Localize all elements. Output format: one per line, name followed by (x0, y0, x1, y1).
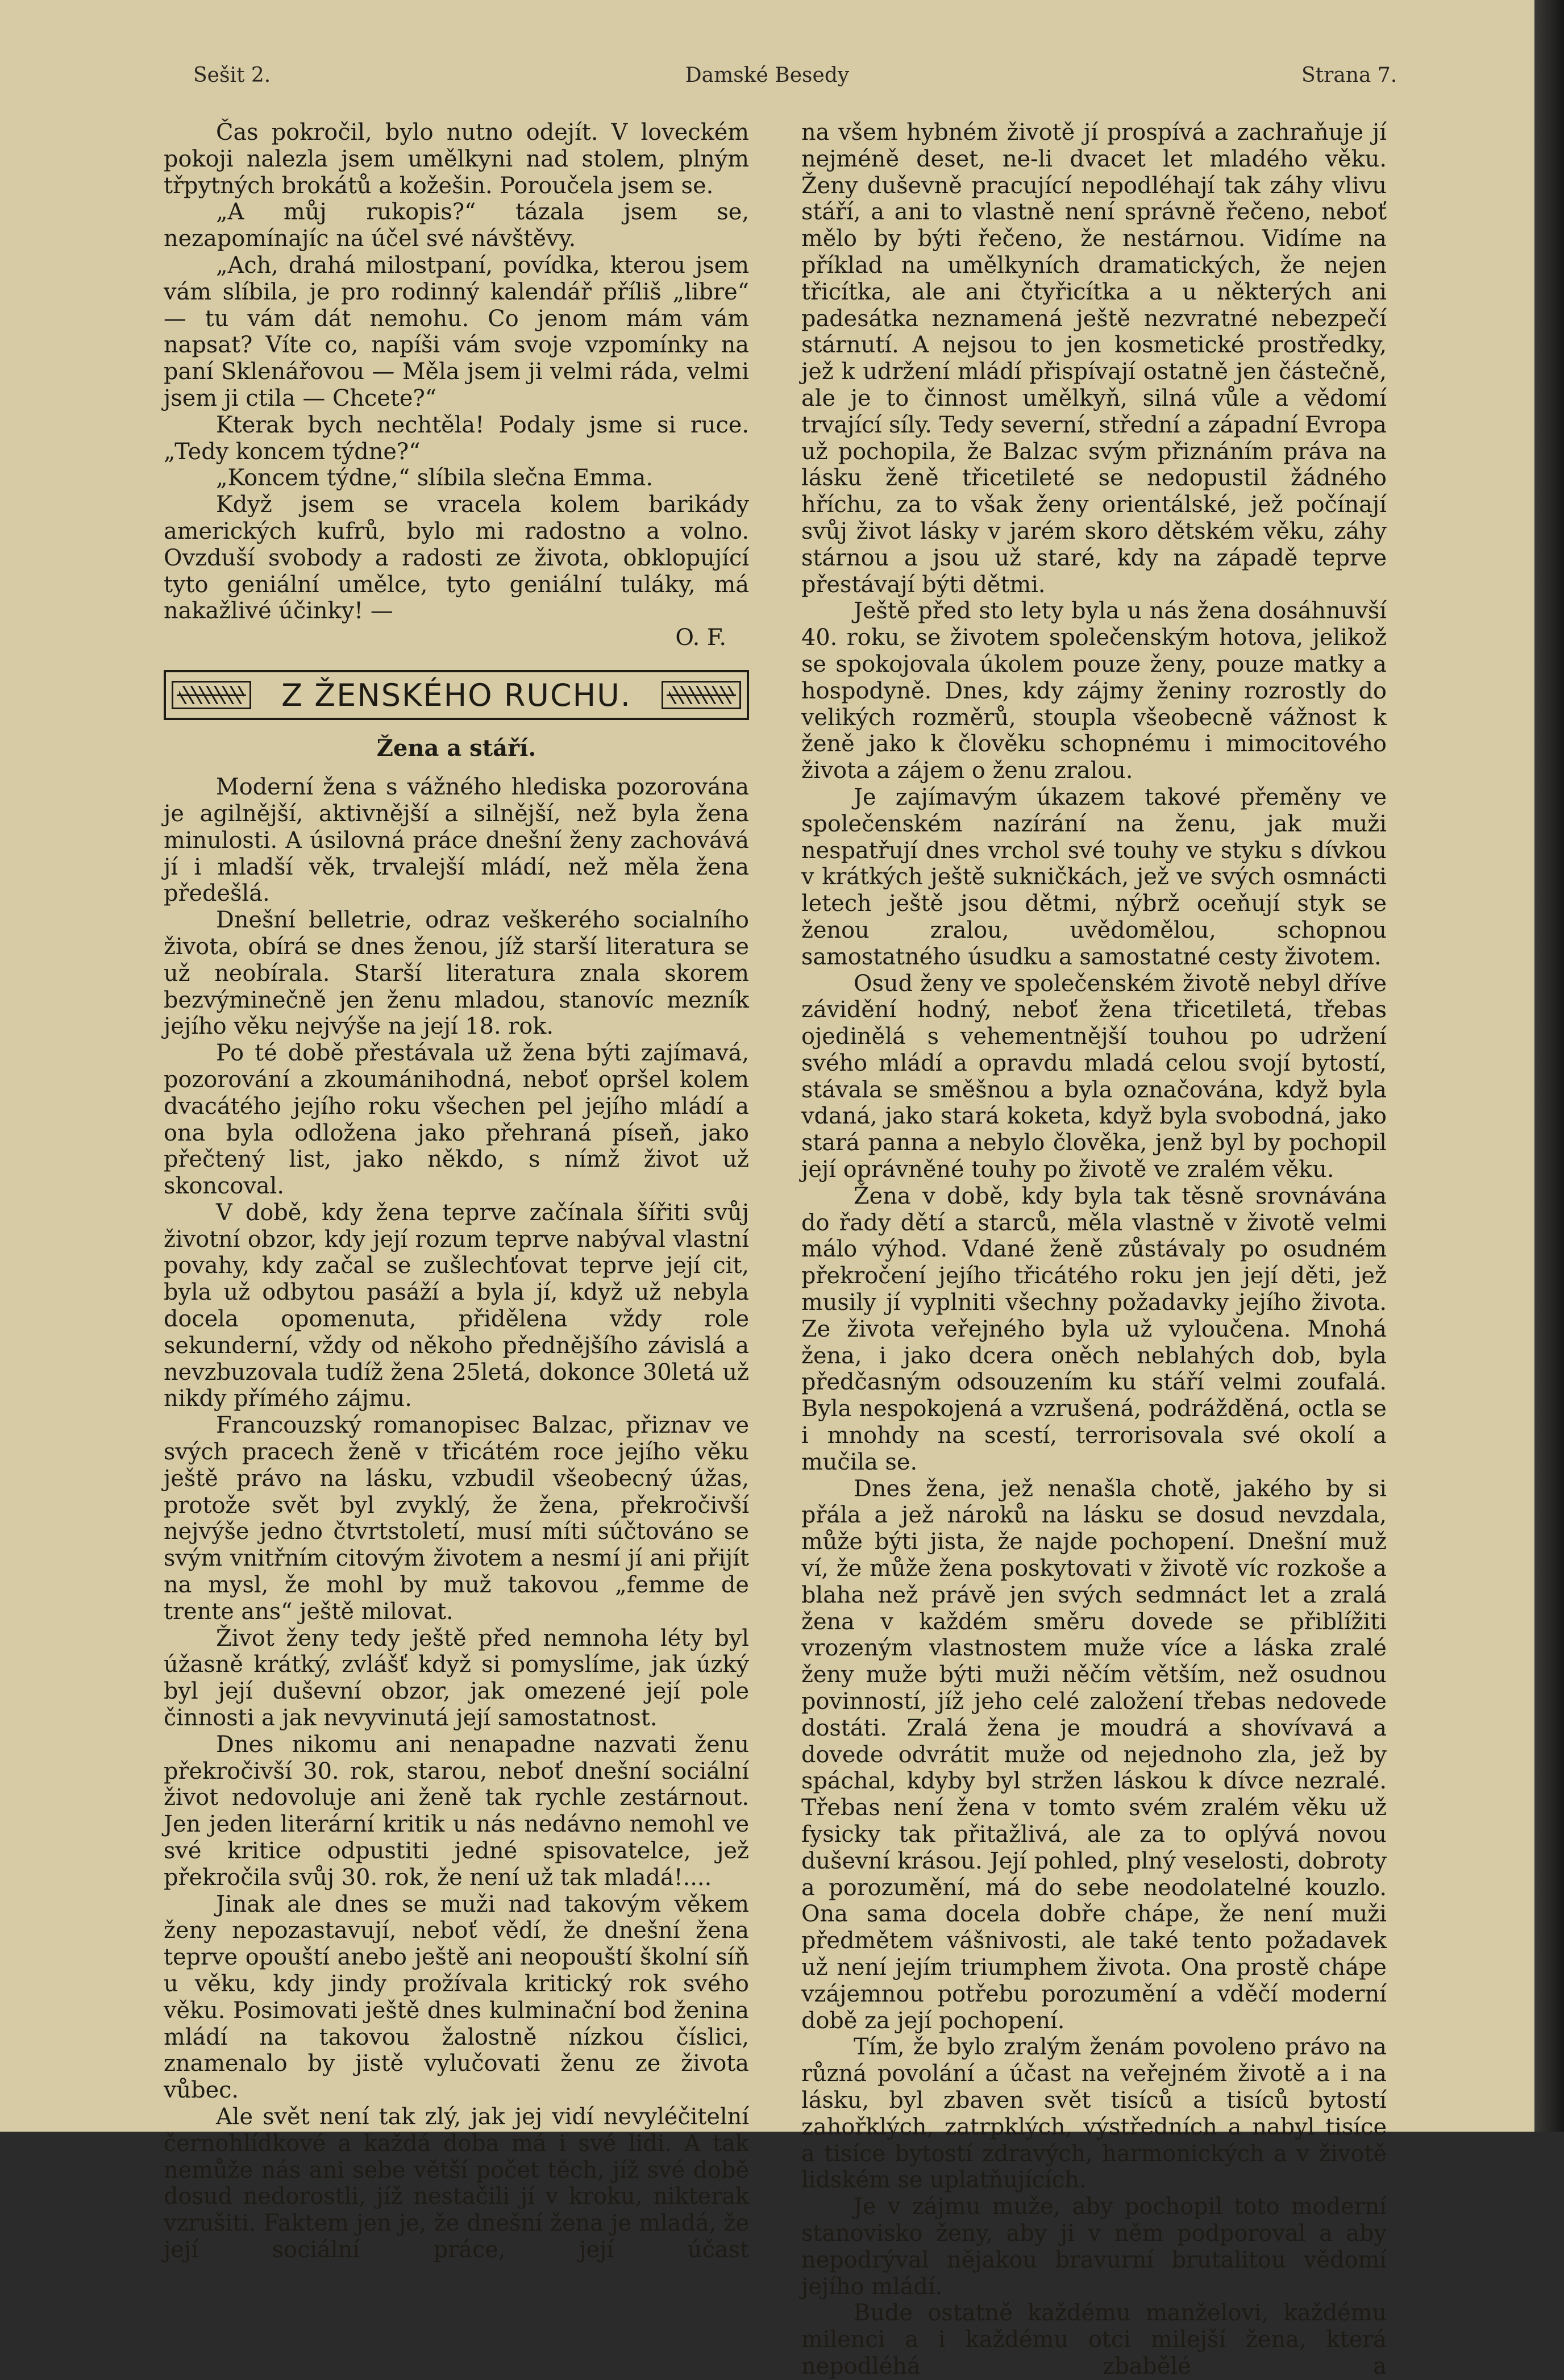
article-paragraph: Dnes žena, jež nenašla chotě, jakého by si přála a jež nároků na lásku se dosud nevzdala, může býti jista, že najde pochopení. Dnešní muž ví, že může žena poskytovati v životě víc rozkoše a blaha než právě jen svých sedmnáct let a zralá žena v každém směru dovede se přiblížiti vrozeným vlastnostem muže více a láska zralé ženy muže býti muži něčím větším, než osudnou povinností, jíž jeho celé založení třebas nedovede dostáti. Zralá žena je moudrá a shovívavá a dovede odvrátit muže od nejednoho zla, jež by spáchal, kdyby byl stržen láskou k dívce nezralé. Třebas není žena v tomto svém zralém věku už fysicky tak přitažlivá, ale za to oplývá novou duševní krásou. Její pohled, plný veselosti, dobroty a porozumění, má do sebe neodolatelné kouzlo. Ona sama docela dobře chápe, že není muži předmětem vášnivosti, ale také tento požadavek už není jejím triumphem života. Ona prostě chápe vzájemnou potřebu porozumění a vděčí moderní době za její pochopení. (801, 1475, 1387, 2034)
story-paragraph: „Ach, drahá milostpaní, povídka, kterou jsem vám slíbila, je pro rodinný kalendář příliš „libre“ — tu vám dát nemohu. Co jenom mám vám napsat? Víte co, napíši vám svoje vzpomínky na paní Sklenářovou — Měla jsem ji velmi ráda, velmi jsem ji ctila — Chcete?“ (164, 252, 749, 411)
left-column (164, 119, 749, 2264)
right-column (801, 119, 1387, 2380)
ornament-left-icon (172, 681, 251, 709)
ornament-right-icon (662, 681, 741, 709)
story-signature: O. F. (675, 625, 726, 651)
page-number: Strana 7. (1301, 64, 1397, 87)
section-banner (164, 670, 749, 720)
story-paragraph: „Koncem týdne,“ slíbila slečna Emma. (216, 465, 653, 492)
article-paragraph: Je zajímavým úkazem takové přeměny ve společenském nazírání na ženu, jak muži nespatřují dnes vrchol své touhy ve styku s dívkou v krátkých ještě sukničkách, jež ve svých osmnácti letech ještě jsou dětmi, nýbrž oceňují styk se ženou zralou, uvědomělou, schopnou samostatného úsudku a samostatné cesty životem. (801, 784, 1387, 970)
story-signature-line (164, 625, 749, 651)
article-paragraph: Ale svět není tak zlý, jak jej vidí nevyléčitelní černohlídkové a každá doba má i své lidi. A tak nemůže nás ani sebe větší počet těch, jíž své době dosud nedorostli, jíž nestačili jí v kroku, nikterak vzrušiti. Faktem jen je, že dnešní žena je mladá, že její sociální práce, její účast (164, 2103, 749, 2263)
article-paragraph: Život ženy tedy ještě před nemnoha léty byl úžasně krátký, zvlášť když si pomyslíme, jak úzký byl její duševní obzor, jak omezené její pole činnosti a jak nevyvinutá její samostatnost. (164, 1625, 749, 1732)
article-paragraph: V době, kdy žena teprve začínala šířiti svůj životní obzor, kdy její rozum teprve nabýval vlastní povahy, kdy začal se zušlechťovat teprve její cit, byla už odbytou pasáží a byla jí, když už nebyla docela opomenuta, přidělena vždy role sekunderní, vždy od někoho přednějšího závislá a nevzbuzovala tudíž žena 25letá, dokonce 30letá už nikdy přímého zájmu. (164, 1199, 749, 1412)
article-paragraph: na všem hybném životě jí prospívá a zachraňuje jí nejméně deset, ne-li dvacet let mladého věku. Ženy duševně pracující nepodléhají tak záhy vlivu stáří, a ani to vlastně není správně řečeno, neboť mělo by býti řečeno, že nestárnou. Vidíme na příklad na umělkyních dramatických, že nejen třicítka, ale ani čtyřicítka a u některých ani padesátka neznamená ještě nezvratné nebezpečí stárnutí. A nejsou to jen kosmetické prostředky, jež k udržení mládí přispívají ostatně jen částečně, ale je to činnost umělkyň, silná vůle a vědomí trvající síly. Tedy severní, střední a západní Evropa už pochopila, že Balzac svým přiznáním práva na lásku ženě třicetileté se nedopustil žádného hříchu, za to však ženy orientálské, jež počínají svůj život lásky v jarém skoro dětském věku, záhy stárnou a jsou už staré, kdy na západě teprve přestávají býti dětmi. (801, 119, 1387, 598)
article-paragraph: Moderní žena s vážného hlediska pozorována je agilnější, aktivnější a silnější, než byla žena minulosti. A úsilovná práce dnešní ženy zachovává jí i mladší věk, trvalejší mládí, než měla žena předešlá. (164, 774, 749, 907)
article-paragraph: Po té době přestávala už žena býti zajímavá, pozorování a zkoumánihodná, neboť opršel kolem dvacátého jejího roku všechen pel jejího mládí a ona byla odložena jako přehraná píseň, jako přečtený list, jako někdo, s nímž život už skoncoval. (164, 1040, 749, 1200)
article-paragraph: Francouzský romanopisec Balzac, přiznav ve svých pracech ženě v třicátém roce jejího věku ještě právo na lásku, vzbudil všeobecný úžas, protože svět byl zvyklý, že žena, překročivší nejvýše jedno čtvrtstoletí, musí míti súčtováno se svým vnitřním citovým životem a nesmí jí ani přijít na mysl, že mohl by muž takovou „femme de trente ans“ ještě milovat. (164, 1412, 749, 1625)
article-paragraph: Osud ženy ve společenském životě nebyl dříve závidění hodný, neboť žena třicetiletá, třebas ojedinělá s vehementnější touhou po udržení svého mládí a opravdu mladá celou svojí bytostí, stávala se směšnou a byla označována, když byla vdaná, jako stará koketa, když byla svobodná, jako stará panna a nebylo člověka, jenž byl by pochopil její oprávněné touhy po životě ve zralém věku. (801, 970, 1387, 1183)
story-paragraph: Když jsem se vracela kolem barikády amerických kufrů, bylo mi radostno a volno. Ovzduší svobody a radosti ze života, obklopující tyto geniální umělce, tyto geniální tuláky, má nakažlivé účinky! — (164, 492, 749, 625)
article-paragraph: Jinak ale dnes se muži nad takovým věkem ženy nepozastavují, neboť vědí, že dnešní žena teprve opouští anebo ještě ani neopouští školní síň u věku, kdy jindy prožívala kritický rok svého věku. Posimovati ještě dnes kulminační bod ženina mládí na takovou žalostně nízkou číslici, znamenalo by jistě vylučovati ženu ze života vůbec. (164, 1891, 749, 2104)
article-paragraph: Dnes nikomu ani nenapadne nazvati ženu překročivší 30. rok, starou, neboť dnešní sociální život nedovoluje ani ženě tak rychle zestárnout. Jen jeden literární kritik u nás nedávno nemohl ve své kritice odpustiti jedné spisovatelce, jež překročila svůj 30. rok, že není už tak mladá!.... (164, 1731, 749, 1891)
article-paragraph: Žena v době, kdy byla tak těsně srovnávána do řady dětí a starců, měla vlastně v životě velmi málo výhod. Vdané ženě zůstávaly po osudném překročení jejího třicátého roku jen její děti, jež musily jí vyplniti všechny požadavky jejího života. Ze života veřejného byla už vyloučena. Mnohá žena, i jako dcera oněch neblahých dob, byla předčasným odsouzením ku stáří velmi zoufalá. Byla nespokojená a vzrušená, podrážděná, octla se i mnohdy na scestí, terrorisovala své okolí a mučila se. (801, 1183, 1387, 1475)
issue-number: Sešit 2. (193, 64, 271, 87)
page-binding-edge (1534, 0, 1564, 2132)
article-paragraph: Ještě před sto lety byla u nás žena dosáhnuvší 40. roku, se životem společenským hotova, jelikož se spokojovala úkolem pouze ženy, pouze matky a hospodyně. Dnes, kdy zájmy ženiny rozrostly do velikých rozměrů, stoupla všeobecně vážnost k ženě jako k člověku schopnému i mimocitového života a zájem o ženu zralou. (801, 598, 1387, 784)
story-paragraph: „A můj rukopis?“ tázala jsem se, nezapomínajíc na účel své návštěvy. (164, 199, 749, 252)
article-paragraph: Tím, že bylo zralým ženám povoleno právo na různá povolání a účast na veřejném životě a i na lásku, byl zbaven svět tisíců a tisíců bytostí zahořklých, zatrpklých, výstředních a nabyl tisíce a tisíce bytostí zdravých, harmonických a v životě lidském se uplatňujících. (801, 2034, 1387, 2194)
section-title: Z ŽENSKÉHO RUCHU. (281, 677, 631, 713)
magazine-title: Damské Besedy (685, 64, 850, 87)
article-paragraph: Dnešní belletrie, odraz veškerého socialního života, obírá se dnes ženou, jíž starší literatura se už neobírala. Starší literatura znala skorem bezvýminečně jen ženu mladou, stanovíc mezník jejího věku nejvýše na její 18. rok. (164, 907, 749, 1040)
article-paragraph: Je v zájmu muže, aby pochopil toto moderní stanovisko ženy, aby ji v něm podporoval a aby nepodrýval nějakou bravurní brutalitou vědomí jejího mládí. (801, 2194, 1387, 2300)
story-paragraph: Kterak bych nechtěla! Podaly jsme si ruce. „Tedy koncem týdne?“ (164, 411, 749, 465)
article-title: Žena a stáří. (376, 735, 536, 762)
story-paragraph: Čas pokročil, bylo nutno odejít. V loveckém pokoji nalezla jsem umělkyni nad stolem, plným třpytných brokátů a kožešin. Poroučela jsem se. (164, 119, 749, 199)
article-paragraph: Bude ostatně každému manželovi, každému milenci a i každému otci milejší žena, která nepodléhá zbabělé a (801, 2300, 1387, 2379)
